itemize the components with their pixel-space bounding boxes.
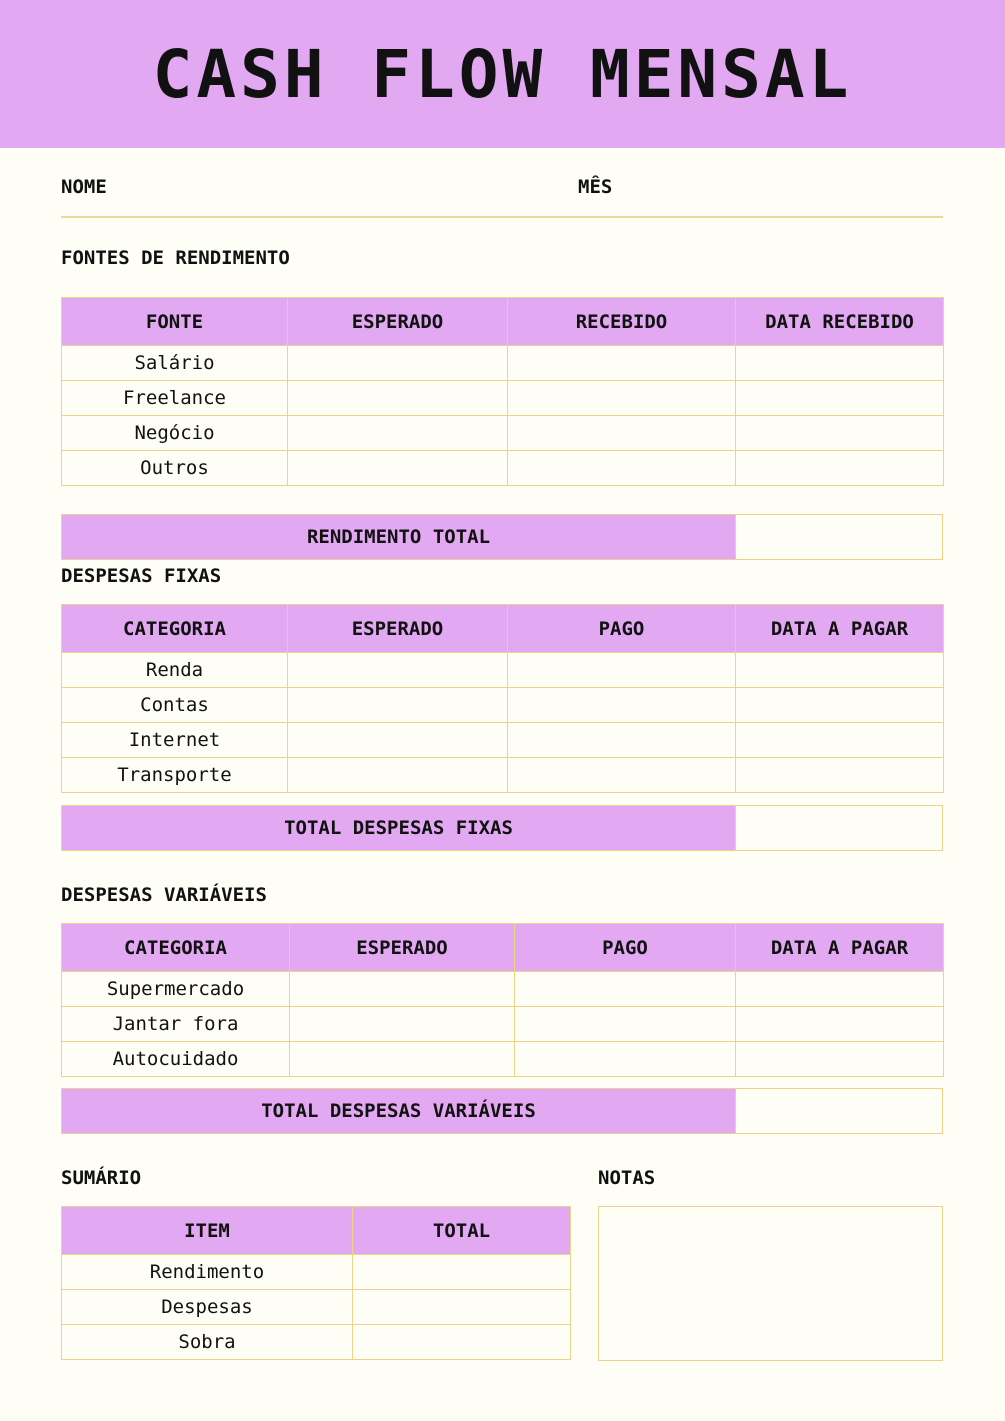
income-row-label: Negócio	[62, 416, 288, 451]
income-date-cell[interactable]	[736, 381, 944, 416]
variable-expenses-table	[61, 923, 944, 1077]
variable-section-title: DESPESAS VARIÁVEIS	[61, 884, 267, 906]
income-received-cell[interactable]	[508, 416, 736, 451]
income-total-bar	[61, 514, 943, 560]
header-banner	[0, 0, 1005, 148]
table-row	[62, 1255, 571, 1290]
fixed-col-paid: PAGO	[508, 605, 736, 653]
income-date-cell[interactable]	[736, 346, 944, 381]
variable-expected-cell[interactable]	[290, 972, 515, 1007]
table-row	[62, 758, 944, 793]
fixed-expected-cell[interactable]	[288, 688, 508, 723]
variable-total-bar	[61, 1088, 943, 1134]
summary-col-total: TOTAL	[353, 1207, 571, 1255]
income-expected-cell[interactable]	[288, 346, 508, 381]
fixed-paid-cell[interactable]	[508, 723, 736, 758]
fixed-row-label: Transporte	[62, 758, 288, 793]
fixed-paid-cell[interactable]	[508, 688, 736, 723]
income-expected-cell[interactable]	[288, 451, 508, 486]
summary-total-cell[interactable]	[353, 1290, 571, 1325]
variable-paid-cell[interactable]	[515, 1042, 736, 1077]
fixed-expenses-table	[61, 604, 944, 793]
fixed-date-cell[interactable]	[736, 723, 944, 758]
summary-row-label: Rendimento	[62, 1255, 353, 1290]
fixed-total-bar	[61, 805, 943, 851]
fixed-col-due-date: DATA A PAGAR	[736, 605, 944, 653]
page-title: CASH FLOW MENSAL	[152, 35, 853, 113]
fixed-section-title: DESPESAS FIXAS	[61, 565, 222, 587]
fixed-row-label: Renda	[62, 653, 288, 688]
name-month-line	[61, 216, 943, 218]
summary-total-cell[interactable]	[353, 1255, 571, 1290]
variable-total-value[interactable]	[736, 1089, 942, 1133]
variable-total-label: TOTAL DESPESAS VARIÁVEIS	[62, 1089, 736, 1133]
income-col-source: FONTE	[62, 298, 288, 346]
income-section-title: FONTES DE RENDIMENTO	[61, 247, 290, 269]
summary-row-label: Sobra	[62, 1325, 353, 1360]
income-row-label: Outros	[62, 451, 288, 486]
fixed-date-cell[interactable]	[736, 653, 944, 688]
summary-col-item: ITEM	[62, 1207, 353, 1255]
variable-date-cell[interactable]	[736, 972, 944, 1007]
fixed-paid-cell[interactable]	[508, 653, 736, 688]
variable-expected-cell[interactable]	[290, 1007, 515, 1042]
income-expected-cell[interactable]	[288, 381, 508, 416]
income-col-expected: ESPERADO	[288, 298, 508, 346]
variable-col-expected: ESPERADO	[290, 924, 515, 972]
table-row	[62, 1290, 571, 1325]
variable-paid-cell[interactable]	[515, 1007, 736, 1042]
variable-col-due-date: DATA A PAGAR	[736, 924, 944, 972]
table-row	[62, 1007, 944, 1042]
income-row-label: Freelance	[62, 381, 288, 416]
income-received-cell[interactable]	[508, 381, 736, 416]
table-row	[62, 1042, 944, 1077]
income-received-cell[interactable]	[508, 346, 736, 381]
fixed-paid-cell[interactable]	[508, 758, 736, 793]
income-total-label: RENDIMENTO TOTAL	[62, 515, 736, 559]
month-label: MÊS	[578, 176, 613, 198]
fixed-expected-cell[interactable]	[288, 723, 508, 758]
variable-col-paid: PAGO	[515, 924, 736, 972]
variable-date-cell[interactable]	[736, 1007, 944, 1042]
notes-box[interactable]	[598, 1206, 943, 1361]
table-row	[62, 653, 944, 688]
income-col-received: RECEBIDO	[508, 298, 736, 346]
variable-row-label: Jantar fora	[62, 1007, 290, 1042]
income-col-date: DATA RECEBIDO	[736, 298, 944, 346]
fixed-col-category: CATEGORIA	[62, 605, 288, 653]
fixed-row-label: Contas	[62, 688, 288, 723]
variable-paid-cell[interactable]	[515, 972, 736, 1007]
income-received-cell[interactable]	[508, 451, 736, 486]
fixed-col-expected: ESPERADO	[288, 605, 508, 653]
fixed-row-label: Internet	[62, 723, 288, 758]
summary-section-title: SUMÁRIO	[61, 1167, 142, 1189]
table-row	[62, 1325, 571, 1360]
summary-table	[61, 1206, 571, 1360]
variable-col-category: CATEGORIA	[62, 924, 290, 972]
fixed-expected-cell[interactable]	[288, 653, 508, 688]
table-row	[62, 346, 944, 381]
notes-section-title: NOTAS	[598, 1167, 656, 1189]
income-expected-cell[interactable]	[288, 416, 508, 451]
table-row	[62, 723, 944, 758]
variable-row-label: Supermercado	[62, 972, 290, 1007]
income-row-label: Salário	[62, 346, 288, 381]
summary-row-label: Despesas	[62, 1290, 353, 1325]
variable-row-label: Autocuidado	[62, 1042, 290, 1077]
income-total-value[interactable]	[736, 515, 942, 559]
income-date-cell[interactable]	[736, 416, 944, 451]
fixed-date-cell[interactable]	[736, 758, 944, 793]
summary-total-cell[interactable]	[353, 1325, 571, 1360]
variable-date-cell[interactable]	[736, 1042, 944, 1077]
income-date-cell[interactable]	[736, 451, 944, 486]
income-table	[61, 297, 944, 486]
table-row	[62, 381, 944, 416]
table-row	[62, 416, 944, 451]
fixed-date-cell[interactable]	[736, 688, 944, 723]
fixed-total-value[interactable]	[736, 806, 942, 850]
table-row	[62, 972, 944, 1007]
fixed-expected-cell[interactable]	[288, 758, 508, 793]
fixed-total-label: TOTAL DESPESAS FIXAS	[62, 806, 736, 850]
name-label: NOME	[61, 176, 107, 198]
variable-expected-cell[interactable]	[290, 1042, 515, 1077]
table-row	[62, 688, 944, 723]
table-row	[62, 451, 944, 486]
